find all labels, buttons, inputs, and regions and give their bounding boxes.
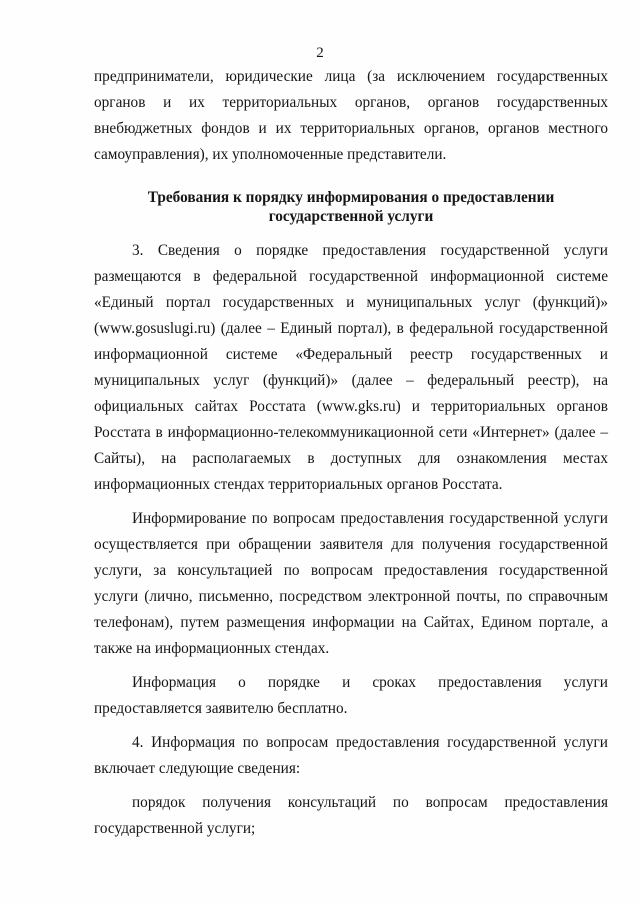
document-body [94, 64, 608, 842]
paragraph-consultations: порядок получения консультаций по вопросам предоставления государственной услуги; [94, 794, 608, 837]
paragraph-applicants: предприниматели, юридические лица (за исключением государственных органов и их территориальных органов, органов государственных внебюджетных фондов и их территориальных органов, органов местного самоуправления), их уполномоченные представители. [94, 68, 608, 163]
page-number: 2 [316, 45, 324, 61]
section-heading-line-1: Требования к порядку информирования о предоставлении [147, 189, 555, 206]
paragraph-4: 4. Информация по вопросам предоставления государственной услуги включает следующие сведения: [94, 734, 608, 777]
section-heading-line-2: государственной услуги [268, 208, 434, 225]
section-heading [94, 188, 608, 226]
paragraph-3: 3. Сведения о порядке предоставления государственной услуги размещаются в федеральной государственной информационной системе «Единый портал государственных и муниципальных услуг (функций)» (www.gosuslugi.ru) (далее – Единый портал), в федеральной государственной информационной системе «Федеральный реестр государственных и муниципальных услуг (функций)» (далее – федеральный реестр), на официальных сайтах Росстата (www.gks.ru) и территориальных органов Росстата в информационно-телекоммуникационной сети «Интернет» (далее – Сайты), на располагаемых в доступных для ознакомления местах информационных стендах территориальных органов Росстата. [94, 242, 608, 493]
paragraph-free-of-charge: Информация о порядке и сроках предоставления услуги предоставляется заявителю бесплатно. [94, 674, 608, 717]
paragraph-informing: Информирование по вопросам предоставления государственной услуги осуществляется при обращении заявителя для получения государственной услуги, за консультацией по вопросам предоставления государственной услуги (лично, письменно, посредством электронной почты, по справочным телефонам), путем размещения информации на Сайтах, Едином портале, а также на информационных стендах. [94, 510, 608, 657]
